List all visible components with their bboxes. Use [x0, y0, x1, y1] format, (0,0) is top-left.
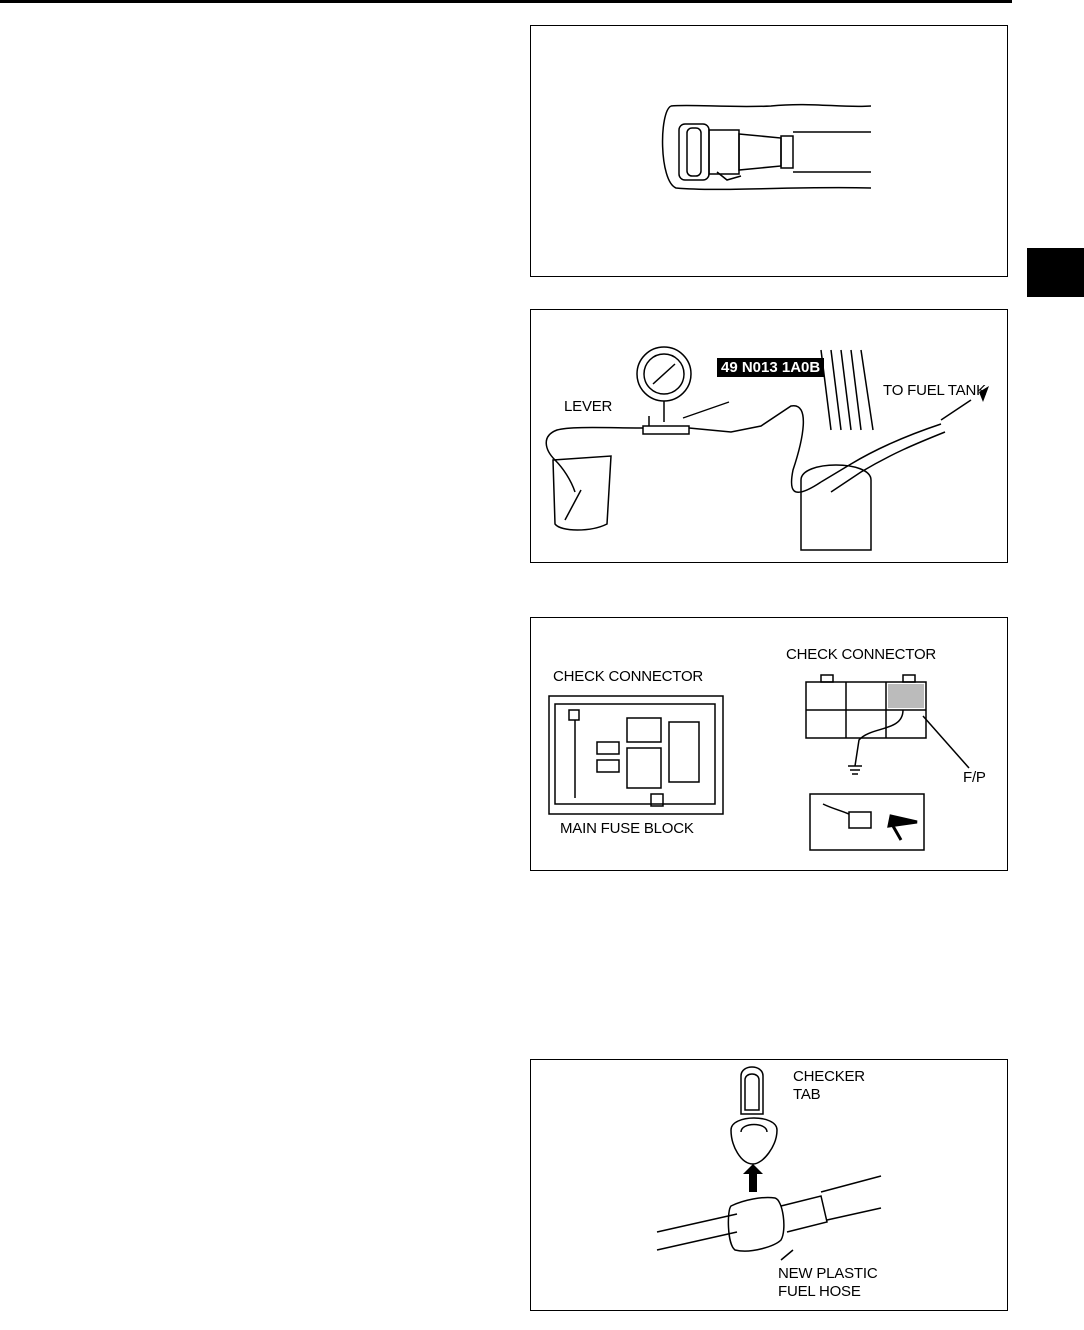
check-connector-right-label: CHECK CONNECTOR — [786, 646, 937, 663]
checker-tab-illustration — [531, 1060, 1009, 1312]
figure-quick-connector — [530, 25, 1008, 277]
to-fuel-tank-label: TO FUEL TANK — [883, 382, 986, 399]
lever-label: LEVER — [564, 398, 613, 415]
fuel-pressure-gauge-illustration — [531, 310, 1009, 564]
top-rule — [0, 0, 1012, 3]
sst-number-label: 49 N013 1A0B — [717, 358, 824, 377]
checker-tab-label-line2: TAB — [793, 1086, 821, 1103]
quick-connector-illustration — [531, 26, 1009, 278]
main-fuse-block-label: MAIN FUSE BLOCK — [560, 820, 694, 837]
new-plastic-fuel-hose-label-line1: NEW PLASTIC — [778, 1265, 878, 1282]
checker-tab-label-line1: CHECKER — [793, 1068, 865, 1085]
section-tab — [1027, 248, 1084, 297]
figure-checker-tab — [530, 1059, 1008, 1311]
figure-fuel-pressure-gauge — [530, 309, 1008, 563]
figure-check-connector — [530, 617, 1008, 871]
check-connector-left-label: CHECK CONNECTOR — [553, 668, 704, 685]
fp-label: F/P — [963, 769, 986, 786]
new-plastic-fuel-hose-label-line2: FUEL HOSE — [778, 1283, 861, 1300]
